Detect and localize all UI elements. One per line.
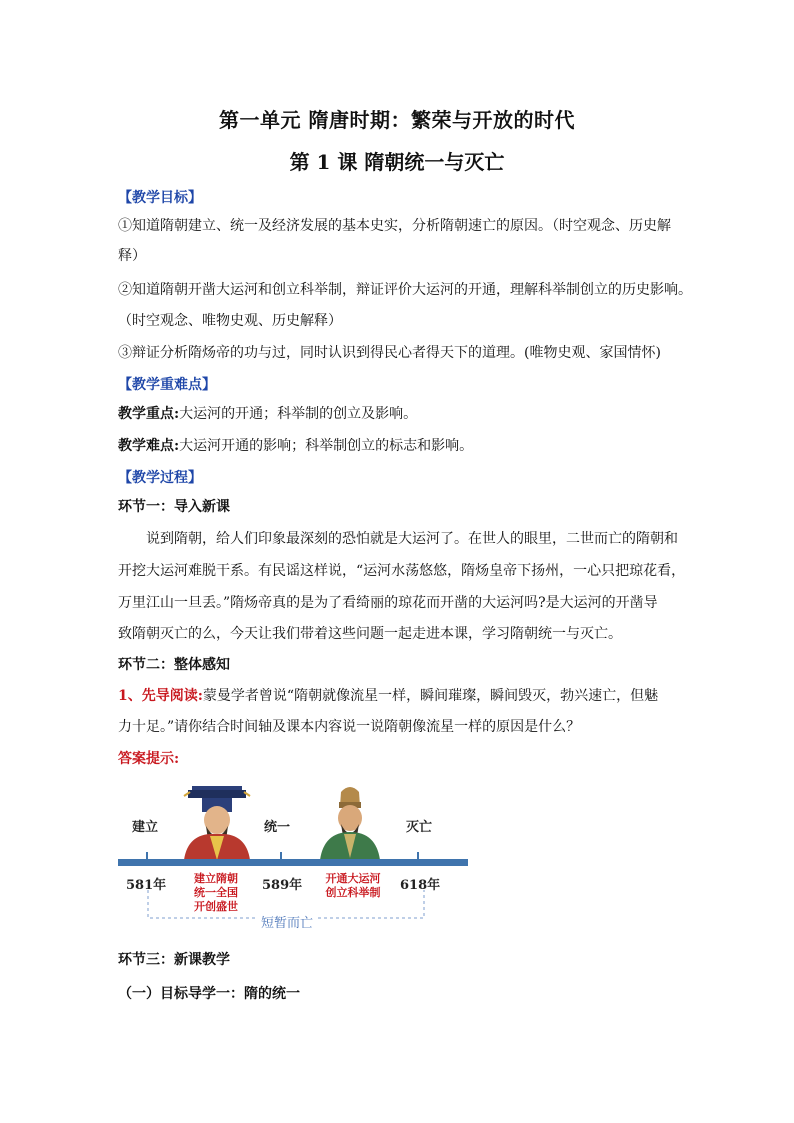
intro-line-4: 致隋朝灭亡的么，今天让我们带着这些问题一起走进本课，学习隋朝统一与灭亡。 [118,626,622,642]
emperor-wendi-portrait [184,786,250,860]
reading-line-1 [118,686,658,706]
event-1-line-2: 统一全国 [194,886,238,899]
timeline-figure [118,782,478,942]
label-founded: 建立 [132,820,159,835]
span-label: 短暂而亡 [258,912,316,931]
process-heading: 【教学过程】 [118,470,202,486]
intro-line-2: 开挖大运河难脱干系。有民谣这样说，“运河水荡悠悠，隋炀皇帝下扬州，一心只把琼花看， [118,563,686,579]
lesson-title: 第 1 课 隋朝统一与灭亡 [289,150,505,174]
reading-line-2: 力十足。”请你结合时间轴及课本内容说一说隋朝像流星一样的原因是什么？ [118,719,581,735]
answer-label: 答案提示: [118,751,180,767]
year-589: 589年 [262,878,303,893]
objective-1-line-2: 释） [118,248,146,264]
key-points-heading: 【教学重难点】 [118,377,216,393]
reading-label: 1、先导阅读: [118,688,203,704]
unit-title: 第一单元 隋唐时期：繁荣与开放的时代 [219,108,575,132]
objective-1-line-1: ①知道隋朝建立、统一及经济发展的基本史实，分析隋朝速亡的原因。（时空观念、历史解 [118,218,671,234]
intro-line-1: 说到隋朝，给人们印象最深刻的恐怕就是大运河了。在世人的眼里，二世而亡的隋朝和 [146,531,678,547]
event-2-line-2: 创立科举制 [325,886,381,899]
step-2: 环节二：整体感知 [118,657,230,673]
event-2 [318,872,388,900]
intro-line-3: 万里江山一旦丢。”隋炀帝真的是为了看绮丽的琼花而开凿的大运河吗?是大运河的开凿导 [118,595,658,611]
difficulty-line [118,436,473,456]
goal-1: （一）目标导学一：隋的统一 [118,986,300,1002]
focus-label: 教学重点: [118,406,180,422]
difficulty-text: 大运河开通的影响；科举制创立的标志和影响。 [179,438,474,454]
year-581: 581年 [126,878,167,893]
event-1-line-1: 建立隋朝 [194,872,238,885]
label-unify: 统一 [264,820,291,835]
event-1 [186,872,246,914]
event-1-line-3: 开创盛世 [194,900,238,913]
objective-3: ③辩证分析隋炀帝的功与过，同时认识到得民心者得天下的道理。(唯物史观、家国情怀) [118,345,661,361]
step-3: 环节三：新课教学 [118,952,230,968]
objective-2-line-1: ②知道隋朝开凿大运河和创立科举制，辩证评价大运河的开通，理解科举制创立的历史影响。 [118,282,692,298]
step-1: 环节一：导入新课 [118,499,230,515]
emperor-yangdi-portrait [320,787,380,860]
event-2-line-1: 开通大运河 [325,872,381,885]
label-fall: 灭亡 [406,820,433,835]
difficulty-label: 教学难点: [118,438,180,454]
timeline-axis [118,859,468,866]
year-618: 618年 [400,878,441,893]
objective-2-line-2: （时空观念、唯物史观、历史解释） [118,313,342,329]
objectives-heading: 【教学目标】 [118,190,202,206]
focus-text: 大运河的开通；科举制的创立及影响。 [179,406,418,422]
focus-line [118,404,417,424]
reading-text-1: 蒙曼学者曾说“隋朝就像流星一样，瞬间璀璨，瞬间毁灭，勃兴速亡，但魅 [202,688,659,704]
